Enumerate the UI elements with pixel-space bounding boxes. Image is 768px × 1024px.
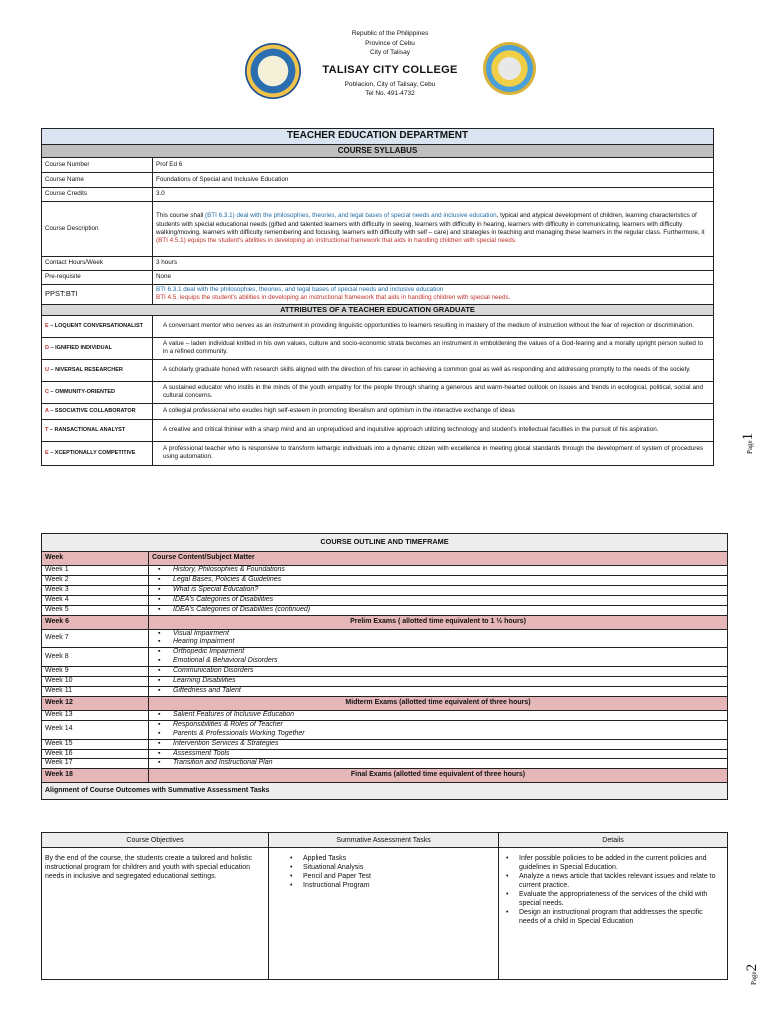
details-column-header: Details xyxy=(499,833,728,848)
attribute-label: A – SSOCIATIVE COLLABORATOR xyxy=(42,403,153,419)
course-objective: By the end of the course, the students create a tailored and holistic instructional program for children and youth with special education needs in inclusive and segregated educational settings. xyxy=(42,848,269,980)
attribute-description: A value – laden individual knitted in his own values, culture and socio-economic strata becomes an instrument in emboldening the values of a God-fearing and a morally upright person suited to in a refined community. xyxy=(153,337,714,359)
attribute-row xyxy=(42,419,714,441)
alignment-table xyxy=(41,832,728,980)
week-label: Week 13 xyxy=(42,710,149,720)
course-outline-table xyxy=(41,533,728,800)
alignment-title: Alignment of Course Outcomes with Summative Assessment Tasks xyxy=(42,783,728,800)
week-label: Week 8 xyxy=(42,648,149,667)
table-row xyxy=(42,605,728,615)
attribute-label: E – LOQUENT CONVERSATIONALIST xyxy=(42,315,153,337)
attribute-row xyxy=(42,337,714,359)
week-content: ▪ IDEA's Categories of Disabilities xyxy=(149,595,728,605)
list-item: • Evaluate the appropriateness of the services of the child with special needs. xyxy=(519,890,719,908)
week-label: Week 4 xyxy=(42,595,149,605)
contact-hours-label: Contact Hours/Week xyxy=(42,257,153,271)
ppst-label: PPST:BTI xyxy=(42,285,153,305)
week-content: ▪ IDEA's Categories of Disabilities (continued) xyxy=(149,605,728,615)
prerequisite-value: None xyxy=(153,271,714,285)
city-line: City of Talisay xyxy=(370,49,410,56)
table-row xyxy=(42,749,728,759)
course-description-value xyxy=(153,202,714,257)
week-label: Week 18 xyxy=(42,769,149,783)
letterhead-text xyxy=(300,29,480,99)
attribute-row xyxy=(42,403,714,419)
exam-row xyxy=(42,696,728,710)
table-row xyxy=(42,271,714,285)
prerequisite-label: Pre-requisite xyxy=(42,271,153,285)
list-item: • Applied Tasks xyxy=(303,854,498,863)
desc-part-3: , typical and atypical development of children, learning characteristics of students with special educational needs (gifted and talented learners with difficulty in seeing, learners with difficulty in hearing, learners with difficulty in communicating, learners with difficulty walking/moving, learners with difficulty remembering and focusing, learners with difficulty with self – care) and strategies in teaching and managing these learners in the regular class. Furthermore, it xyxy=(156,212,705,236)
attribute-label: T – RANSACTIONAL ANALYST xyxy=(42,419,153,441)
attribute-row xyxy=(42,315,714,337)
table-row xyxy=(42,648,728,667)
week-label: Week 17 xyxy=(42,759,149,769)
week-label: Week 15 xyxy=(42,739,149,749)
outline-title: COURSE OUTLINE AND TIMEFRAME xyxy=(42,534,728,552)
ppst-item-1: BTI 6.3.1 deal with the philosophies, theories, and legal bases of special needs and inclusive education xyxy=(156,286,444,293)
table-row xyxy=(42,257,714,271)
course-name-value: Foundations of Special and Inclusive Education xyxy=(153,173,714,188)
table-row xyxy=(42,759,728,769)
table-row xyxy=(42,566,728,576)
week-content: ▪ Orthopedic Impairment ▪ Emotional & Behavioral Disorders xyxy=(149,648,728,667)
exam-row xyxy=(42,615,728,629)
desc-part-1: This course shall xyxy=(156,212,205,220)
contact-hours-value: 3 hours xyxy=(153,257,714,271)
exam-label: Midterm Exams (allotted time equivalent of three hours) xyxy=(149,696,728,710)
week-content: ▪ Transition and Instructional Plan xyxy=(149,759,728,769)
table-row xyxy=(42,720,728,739)
ppst-item-2: BTI 4.5. lequips the student's abilities in developing an instructional framework that aids in handling children with special needs. xyxy=(156,294,511,302)
syllabus-subtitle: COURSE SYLLABUS xyxy=(42,145,714,158)
address-line: Poblacion, City of Talisay, Cebu xyxy=(344,80,436,88)
assessment-tasks-list xyxy=(269,848,499,980)
tel-line: Tel No. 491-4732 xyxy=(365,90,415,97)
week-content: ▪ History, Philosophies & Foundations xyxy=(149,566,728,576)
province-line: Province of Cebu xyxy=(365,39,415,47)
week-content: ▪ Giftedness and Talent xyxy=(149,686,728,696)
desc-part-2: (BTI 6.3.1) deal with the philosophies, theories, and legal bases of special needs and inclusive education xyxy=(205,212,497,220)
table-row xyxy=(42,686,728,696)
week-column-header: Week xyxy=(42,552,149,566)
page-number-2: Page2 xyxy=(744,963,760,985)
attribute-row xyxy=(42,359,714,381)
week-content: ▪ Communication Disorders xyxy=(149,667,728,677)
attribute-description: A sustained educator who instils in the minds of the youth empathy for the people through sharing a generous and warm-hearted outlook on issues and trends in ecological, political, social and cultural concerns. xyxy=(153,381,714,403)
attribute-label: E – XCEPTIONALLY COMPETITIVE xyxy=(42,441,153,465)
week-label: Week 6 xyxy=(42,615,149,629)
week-content: ▪ What is Special Education? xyxy=(149,585,728,595)
week-content: ▪ Learning Disabilities xyxy=(149,677,728,687)
week-label: Week 5 xyxy=(42,605,149,615)
week-label: Week 11 xyxy=(42,686,149,696)
table-row xyxy=(42,677,728,687)
course-number-value: Prof Ed 6 xyxy=(153,158,714,173)
week-content: ▪ Responsibilities & Roles of Teacher ▪ Parents & Professionals Working Together xyxy=(149,720,728,739)
table-row xyxy=(42,202,714,257)
attribute-row xyxy=(42,381,714,403)
list-item: • Design an instructional program that addresses the specific needs of a child in Special Education xyxy=(519,908,719,926)
attribute-description: A professional teacher who is responsive to transform lethargic individuals into a dynamic citizen with excellence in meeting glocal standards through the development of system of procedures using automation. xyxy=(153,441,714,465)
outline-header-row xyxy=(42,552,728,566)
table-row xyxy=(42,739,728,749)
attribute-description: A scholarly graduate honed with research skills aligned with the direction of his career in achieving a common goal as well as responding and addressing promptly to the needs of the society. xyxy=(153,359,714,381)
week-content: ▪ Salient Features of Inclusive Education xyxy=(149,710,728,720)
week-content: ▪ Assessment Tools xyxy=(149,749,728,759)
list-item: • Pencil and Paper Test xyxy=(303,872,498,881)
table-row xyxy=(42,667,728,677)
attribute-label: D – IGNIFIED INDIVIDUAL xyxy=(42,337,153,359)
list-item: • Analyze a news article that tackles relevant issues and relate to current practice. xyxy=(519,872,719,890)
letterhead xyxy=(0,0,768,125)
alignment-header-row xyxy=(42,833,728,848)
week-content: ▪ Intervention Services & Strategies xyxy=(149,739,728,749)
attribute-description: A creative and critical thinker with a sharp mind and an unprejudiced and inquisitive approach utilizing technology and student's intellectual faculties in the pursuit of his aspiration. xyxy=(153,419,714,441)
course-description-label: Course Description xyxy=(42,202,153,257)
week-label: Week 3 xyxy=(42,585,149,595)
attribute-description: A collegial professional who exudes high self-esteem in promoting liberalism and optimism in the interactive exchange of ideas xyxy=(153,403,714,419)
table-row xyxy=(42,173,714,188)
week-label: Week 16 xyxy=(42,749,149,759)
department-title: TEACHER EDUCATION DEPARTMENT xyxy=(42,129,714,145)
course-credits-label: Course Credits xyxy=(42,188,153,202)
table-row xyxy=(42,629,728,648)
city-of-talisay-seal-icon xyxy=(483,42,536,95)
attribute-label: U – NIVERSAL RESEARCHER xyxy=(42,359,153,381)
college-name: TALISAY CITY COLLEGE xyxy=(322,63,458,76)
details-list xyxy=(499,848,728,980)
table-row xyxy=(42,595,728,605)
week-label: Week 10 xyxy=(42,677,149,687)
list-item: • Infer possible policies to be added in the current policies and guidelines in Special Education. xyxy=(519,854,719,872)
week-label: Week 7 xyxy=(42,629,149,648)
alignment-row xyxy=(42,848,728,980)
attribute-label: C – OMMUNITY-ORIENTED xyxy=(42,381,153,403)
week-content: ▪ Legal Bases, Policies & Guidelines xyxy=(149,575,728,585)
course-name-label: Course Name xyxy=(42,173,153,188)
week-label: Week 2 xyxy=(42,575,149,585)
republic-line: Republic of the Philippines xyxy=(351,30,429,37)
ppst-value xyxy=(153,285,714,305)
list-item: • Instructional Program xyxy=(303,881,498,890)
week-label: Week 12 xyxy=(42,696,149,710)
week-label: Week 9 xyxy=(42,667,149,677)
attribute-description: A conversant mentor who serves as an instrument in providing linguistic opportunities to learners resulting in mastery of the medium of instruction without the fear of rejection or discrimination. xyxy=(153,315,714,337)
content-column-header: Course Content/Subject Matter xyxy=(149,552,728,566)
table-row xyxy=(42,575,728,585)
attribute-row xyxy=(42,441,714,465)
table-row xyxy=(42,585,728,595)
objectives-column-header: Course Objectives xyxy=(42,833,269,848)
table-row xyxy=(42,188,714,202)
week-label: Week 1 xyxy=(42,566,149,576)
week-content: ▪ Visual Impairment ▪ Hearing Impairment xyxy=(149,629,728,648)
desc-part-4: (BTI 4.5.1) equips the student's abilities in developing an instructional framework that aids in handling children with special needs. xyxy=(156,237,517,245)
tasks-column-header: Summative Assessment Tasks xyxy=(269,833,499,848)
list-item: • Situational Analysis xyxy=(303,863,498,872)
page-number-1: Page1 xyxy=(740,432,756,454)
course-number-label: Course Number xyxy=(42,158,153,173)
table-row xyxy=(42,710,728,720)
exam-label: Prelim Exams ( allotted time equivalent to 1 ½ hours) xyxy=(149,615,728,629)
exam-label: Final Exams (allotted time equivalent of three hours) xyxy=(149,769,728,783)
attributes-title: ATTRIBUTES OF A TEACHER EDUCATION GRADUATE xyxy=(42,304,714,315)
exam-row xyxy=(42,769,728,783)
week-label: Week 14 xyxy=(42,720,149,739)
table-row xyxy=(42,285,714,305)
talisay-city-college-seal-icon xyxy=(245,43,301,99)
course-credits-value: 3.0 xyxy=(153,188,714,202)
table-row xyxy=(42,158,714,173)
syllabus-table xyxy=(41,128,714,466)
